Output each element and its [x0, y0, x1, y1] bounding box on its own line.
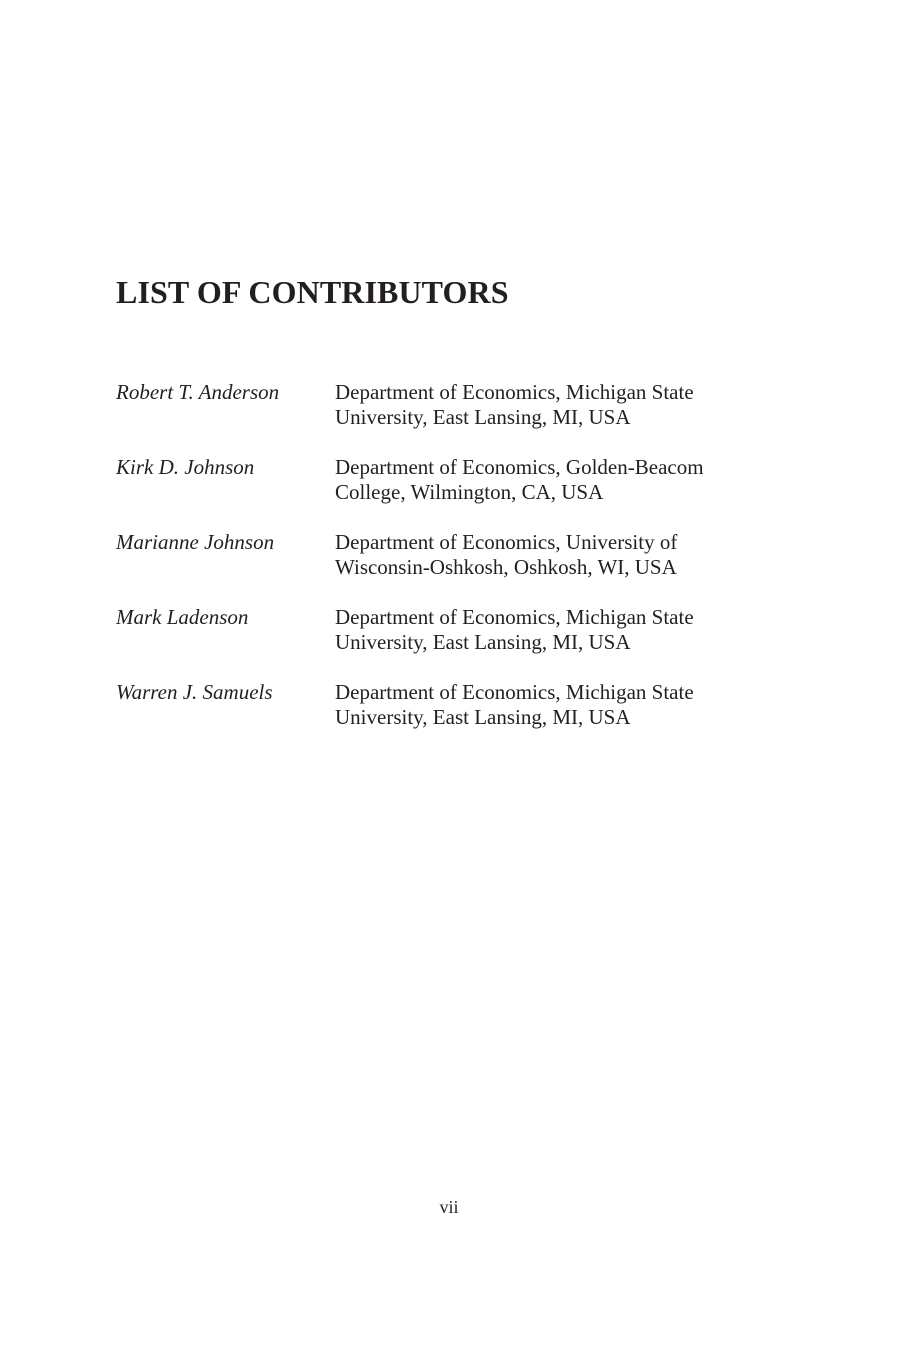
contributor-name: Marianne Johnson [116, 530, 275, 554]
contributor-affiliation [335, 530, 796, 605]
affiliation-line: University, East Lansing, MI, USA [335, 630, 631, 654]
contributor-affiliation [335, 680, 796, 755]
affiliation-line: University, East Lansing, MI, USA [335, 705, 631, 729]
contributor-entry [116, 605, 796, 680]
contributor-entry [116, 455, 796, 530]
affiliation-line: Department of Economics, Golden-Beacom [335, 455, 704, 479]
contributor-affiliation [335, 605, 796, 680]
contributor-name: Warren J. Samuels [116, 680, 273, 704]
affiliation-line: University, East Lansing, MI, USA [335, 405, 631, 429]
page-number: vii [439, 1197, 459, 1217]
contributor-entry [116, 380, 796, 455]
affiliation-line: Department of Economics, Michigan State [335, 380, 694, 404]
affiliation-line: Department of Economics, University of [335, 530, 678, 554]
contributor-affiliation [335, 455, 796, 530]
contributor-entry [116, 530, 796, 605]
affiliation-line: Department of Economics, Michigan State [335, 680, 694, 704]
affiliation-line: College, Wilmington, CA, USA [335, 480, 604, 504]
contributor-list [116, 380, 796, 755]
contributor-name: Mark Ladenson [116, 605, 249, 629]
affiliation-line: Department of Economics, Michigan State [335, 605, 694, 629]
contributor-affiliation [335, 380, 796, 455]
affiliation-line: Wisconsin-Oshkosh, Oshkosh, WI, USA [335, 555, 677, 579]
contributor-name: Robert T. Anderson [116, 380, 280, 404]
page-title: LIST OF CONTRIBUTORS [116, 274, 509, 310]
contributor-name: Kirk D. Johnson [116, 455, 255, 479]
contributor-entry [116, 680, 796, 755]
